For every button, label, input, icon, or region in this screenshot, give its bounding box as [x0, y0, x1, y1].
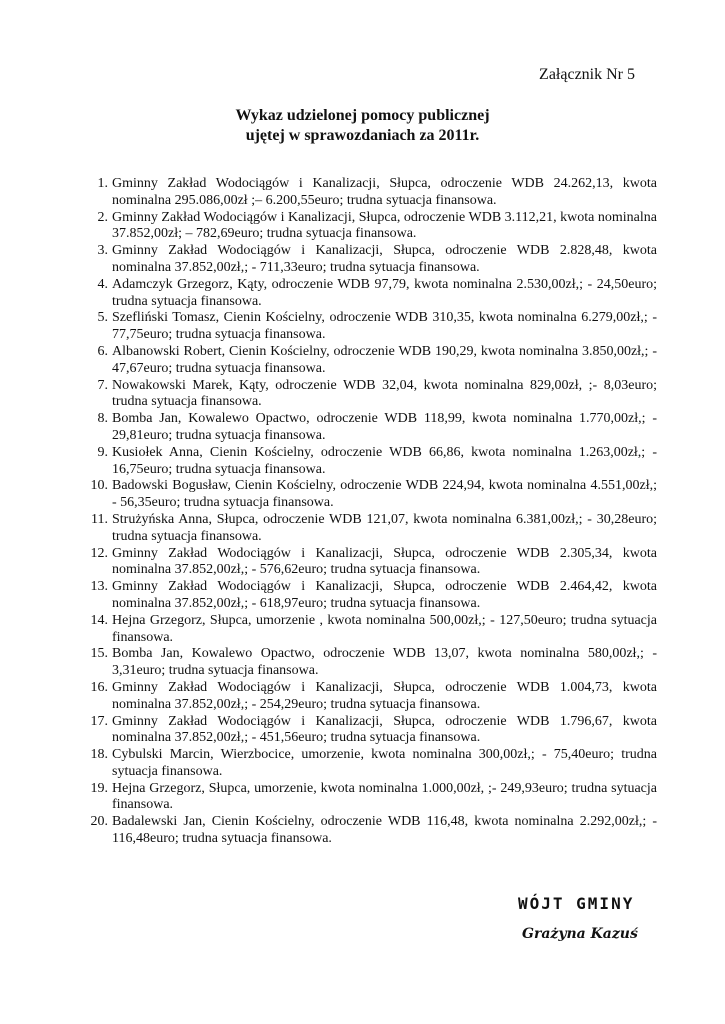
document-title	[0, 106, 725, 146]
item-number: 1.	[97, 176, 108, 191]
item-number: 10.	[90, 478, 108, 494]
list-item	[80, 613, 657, 647]
list-item	[80, 546, 657, 580]
item-text: Cybulski Marcin, Wierzbocice, umorzenie, kwota nominalna 300,00zł,; - 75,40euro; trudna sytuacja finansowa.	[112, 747, 657, 779]
item-text: Adamczyk Grzegorz, Kąty, odroczenie WDB 97,79, kwota nominalna 2.530,00zł,; - 24,50euro; trudna sytuacja finansowa.	[112, 276, 657, 309]
item-number: 5.	[97, 310, 108, 326]
item-number: 13.	[90, 579, 108, 595]
item-text: Bomba Jan, Kowalewo Opactwo, odroczenie WDB 118,99, kwota nominalna 1.770,00zł,; - 29,81euro; trudna sytuacja finansowa.	[112, 411, 657, 443]
list-item	[80, 579, 657, 613]
list-item	[80, 176, 657, 210]
signature-stamp: WÓJT GMINY	[518, 894, 635, 913]
list-item	[80, 344, 657, 378]
list-item	[80, 747, 657, 781]
item-number: 4.	[97, 276, 108, 292]
item-text: Strużyńska Anna, Słupca, odroczenie WDB 121,07, kwota nominalna 6.381,00zł,; - 30,28euro; trudna sytuacja finansowa.	[112, 511, 657, 544]
item-text: Albanowski Robert, Cienin Kościelny, odroczenie WDB 190,29, kwota nominalna 3.850,00zł,; - 47,67euro; trudna sytuacja finansowa.	[112, 343, 657, 376]
list-item	[80, 243, 657, 277]
aid-list	[80, 176, 657, 848]
item-text: Szefliński Tomasz, Cienin Kościelny, odroczenie WDB 310,35, kwota nominalna 6.279,00zł,; - 77,75euro; trudna sytuacja finansowa.	[112, 310, 657, 343]
item-text: Gminny Zakład Wodociągów i Kanalizacji, Słupca, odroczenie WDB 1.796,67, kwota nominalna 37.852,00zł,; - 451,56euro; trudna sytuacja finansowa.	[112, 713, 657, 746]
item-text: Gminny Zakład Wodociągów i Kanalizacji, Słupca, odroczenie WDB 2.828,48, kwota nominalna 37.852,00zł,; - 711,33euro; trudna sytuacja finansowa.	[112, 243, 657, 275]
item-text: Bomba Jan, Kowalewo Opactwo, odroczenie WDB 13,07, kwota nominalna 580,00zł,; - 3,31euro; trudna sytuacja finansowa.	[112, 646, 657, 679]
item-text: Badowski Bogusław, Cienin Kościelny, odroczenie WDB 224,94, kwota nominalna 4.551,00zł,; - 56,35euro; trudna sytuacja finansowa.	[112, 478, 657, 511]
item-text: Nowakowski Marek, Kąty, odroczenie WDB 32,04, kwota nominalna 829,00zł, ;- 8,03euro; trudna sytuacja finansowa.	[112, 377, 657, 410]
item-number: 3.	[97, 243, 108, 259]
item-text: Gminny Zakład Wodociągów i Kanalizacji, Słupca, odroczenie WDB 3.112,21, kwota nominalna 37.852,00zł; – 782,69euro; trudna sytuacja finansowa.	[112, 209, 657, 242]
list-item	[80, 646, 657, 680]
list-item	[80, 210, 657, 244]
item-number: 19.	[90, 780, 108, 796]
item-number: 11.	[91, 511, 108, 527]
list-item	[80, 378, 657, 412]
list-item	[80, 781, 657, 815]
list-item	[80, 310, 657, 344]
list-item	[80, 277, 657, 311]
item-number: 6.	[97, 343, 108, 359]
item-number: 14.	[90, 612, 108, 628]
item-number: 8.	[97, 411, 108, 427]
item-text: Badalewski Jan, Cienin Kościelny, odroczenie WDB 116,48, kwota nominalna 2.292,00zł,; - 116,48euro; trudna sytuacja finansowa.	[112, 814, 657, 847]
item-number: 12.	[90, 545, 108, 561]
item-number: 15.	[90, 646, 108, 662]
item-number: 17.	[90, 713, 108, 729]
item-text: Gminny Zakład Wodociągów i Kanalizacji, Słupca, odroczenie WDB 2.305,34, kwota nominalna 37.852,00zł,; - 576,62euro; trudna sytuacja finansowa.	[112, 545, 657, 578]
item-number: 7.	[97, 377, 108, 393]
item-text: Hejna Grzegorz, Słupca, umorzenie, kwota nominalna 1.000,00zł, ;- 249,93euro; trudna sytuacja finansowa.	[112, 780, 657, 813]
list-item	[80, 512, 657, 546]
item-text: Gminny Zakład Wodociągów i Kanalizacji, Słupca, odroczenie WDB 1.004,73, kwota nominalna 37.852,00zł,; - 254,29euro; trudna sytuacja finansowa.	[112, 679, 657, 712]
title-line-2: ujętej w sprawozdaniach za 2011r.	[245, 127, 480, 144]
item-number: 16.	[90, 679, 108, 695]
item-text: Kusiołek Anna, Cienin Kościelny, odroczenie WDB 66,86, kwota nominalna 1.263,00zł,; - 16,75euro; trudna sytuacja finansowa.	[112, 444, 657, 477]
item-text: Hejna Grzegorz, Słupca, umorzenie , kwota nominalna 500,00zł,; - 127,50euro; trudna sytuacja finansowa.	[112, 612, 657, 645]
signature-name: Grażyna Kazuś	[522, 926, 638, 942]
title-line-1: Wykaz udzielonej pomocy publicznej	[235, 107, 490, 124]
item-number: 2.	[97, 209, 108, 225]
item-text: Gminny Zakład Wodociągów i Kanalizacji, Słupca, odroczenie WDB 2.464,42, kwota nominalna 37.852,00zł,; - 618,97euro; trudna sytuacja finansowa.	[112, 579, 657, 611]
list-item	[80, 411, 657, 445]
list-item	[80, 478, 657, 512]
item-text: Gminny Zakład Wodociągów i Kanalizacji, Słupca, odroczenie WDB 24.262,13, kwota nominalna 295.086,00zł ;– 6.200,55euro; trudna sytuacja finansowa.	[112, 176, 657, 208]
item-number: 18.	[90, 747, 108, 763]
item-number: 20.	[90, 814, 108, 830]
attachment-label: Załącznik Nr 5	[539, 66, 635, 83]
list-item	[80, 714, 657, 748]
list-item	[80, 445, 657, 479]
list-item	[80, 814, 657, 848]
list-item	[80, 680, 657, 714]
item-number: 9.	[97, 444, 108, 460]
